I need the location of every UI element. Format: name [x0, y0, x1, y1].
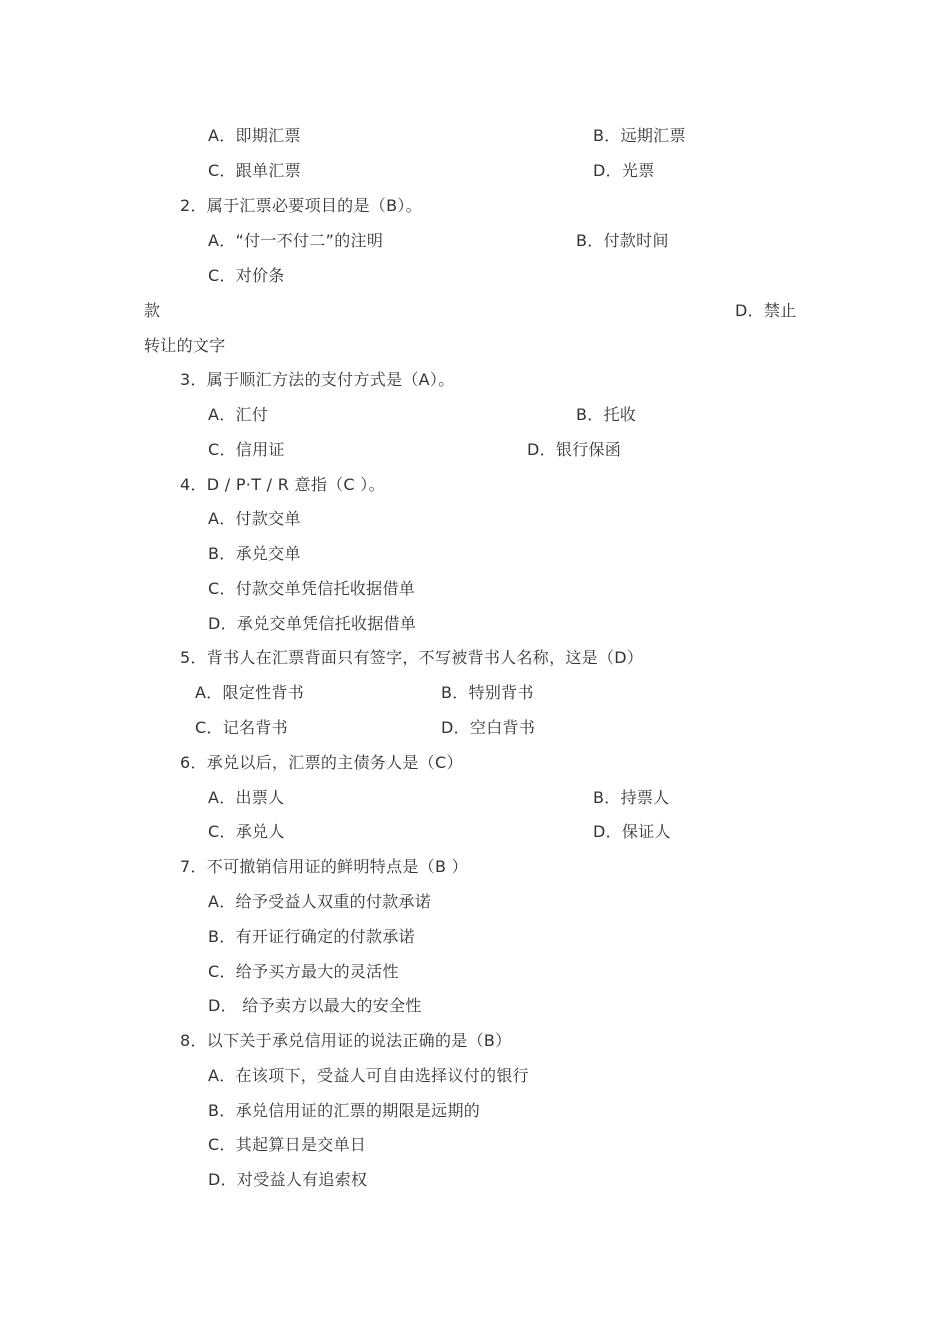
q2-option-d: D．禁止	[735, 301, 797, 320]
q1-option-c: C．跟单汇票	[208, 161, 301, 180]
q1-option-d: D．光票	[593, 161, 655, 180]
q8-option-a: A．在该项下，受益人可自由选择议付的银行	[208, 1066, 529, 1085]
q5-option-d: D．空白背书	[441, 718, 536, 737]
q3-option-b: B．托收	[576, 405, 637, 424]
q7-option-d: D． 给予卖方以最大的安全性	[208, 996, 422, 1015]
q2-option-c: C．对价条	[208, 266, 285, 285]
q3-option-a: A．汇付	[208, 405, 269, 424]
q5-option-c: C．记名背书	[195, 718, 288, 737]
q4-option-a: A．付款交单	[208, 509, 301, 528]
q6-option-a: A．出票人	[208, 788, 285, 807]
q7-question: 7．不可撤销信用证的鲜明特点是（B ）	[180, 857, 468, 876]
q8-option-c: C．其起算日是交单日	[208, 1135, 367, 1154]
q3-option-c: C．信用证	[208, 440, 285, 459]
q4-option-b: B．承兑交单	[208, 544, 301, 563]
q2-option-d-continued: 转让的文字	[144, 336, 226, 355]
q3-question: 3．属于顺汇方法的支付方式是（A）。	[180, 370, 455, 389]
q8-option-d: D．对受益人有追索权	[208, 1170, 368, 1189]
q5-option-a: A．限定性背书	[195, 683, 305, 702]
q1-option-b: B．远期汇票	[593, 126, 686, 145]
q8-option-b: B．承兑信用证的汇票的期限是远期的	[208, 1101, 481, 1120]
q6-option-c: C．承兑人	[208, 822, 285, 841]
q8-question: 8．以下关于承兑信用证的说法正确的是（B）	[180, 1031, 512, 1050]
q4-option-c: C．付款交单凭信托收据借单	[208, 579, 416, 598]
q4-question: 4．D / P·T / R 意指（C ）。	[180, 475, 385, 494]
q6-option-d: D．保证人	[593, 822, 671, 841]
q1-option-a: A．即期汇票	[208, 126, 301, 145]
q4-option-d: D．承兑交单凭信托收据借单	[208, 614, 417, 633]
q7-option-b: B．有开证行确定的付款承诺	[208, 927, 415, 946]
q2-option-a: A．“付一不付二”的注明	[208, 231, 384, 250]
q2-option-b: B．付款时间	[576, 231, 669, 250]
q5-question: 5．背书人在汇票背面只有签字，不写被背书人名称，这是（D）	[180, 648, 644, 667]
q7-option-a: A．给予受益人双重的付款承诺	[208, 892, 432, 911]
q6-question: 6．承兑以后，汇票的主债务人是（C）	[180, 753, 463, 772]
q7-option-c: C．给予买方最大的灵活性	[208, 962, 399, 981]
q2-option-c-continued: 款	[144, 301, 161, 320]
q6-option-b: B．持票人	[593, 788, 670, 807]
q2-question: 2．属于汇票必要项目的是（B）。	[180, 196, 422, 215]
q3-option-d: D．银行保函	[527, 440, 622, 459]
q5-option-b: B．特别背书	[441, 683, 534, 702]
